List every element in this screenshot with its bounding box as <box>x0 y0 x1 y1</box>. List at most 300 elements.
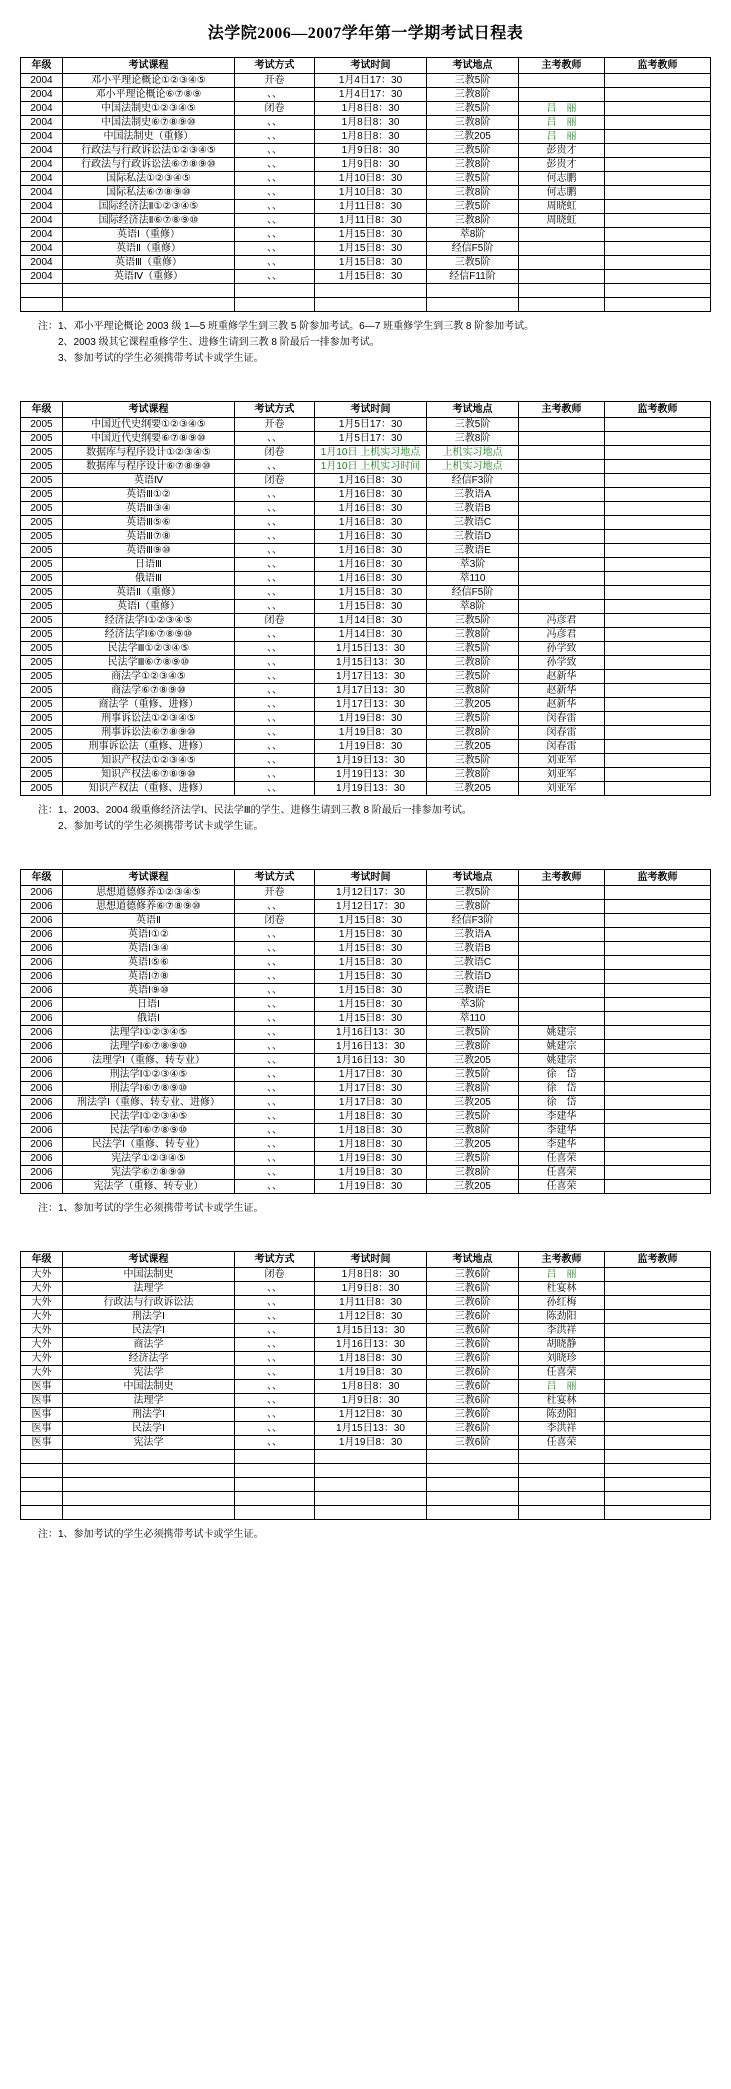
cell-place <box>427 298 519 312</box>
cell-time: 1月18日8：30 <box>315 1110 427 1124</box>
cell-course: 宪法学（重修、转专业） <box>63 1180 235 1194</box>
column-header-2: 考试方式 <box>235 402 315 418</box>
cell-time <box>315 1464 427 1478</box>
cell-time: 1月19日8：30 <box>315 1166 427 1180</box>
cell-main: 任喜荣 <box>519 1180 605 1194</box>
table-row <box>21 488 711 502</box>
cell-main: 周晓虹 <box>519 200 605 214</box>
cell-place: 三教5阶 <box>427 144 519 158</box>
cell-main: 周晓虹 <box>519 214 605 228</box>
cell-sup <box>605 600 711 614</box>
cell-course: 邓小平理论概论①②③④⑤ <box>63 74 235 88</box>
cell-mode: 、、 <box>235 942 315 956</box>
notes-grade-2006 <box>0 1201 731 1217</box>
cell-main <box>519 956 605 970</box>
cell-place: 三教8阶 <box>427 158 519 172</box>
cell-mode: 、、 <box>235 586 315 600</box>
table-row <box>21 1506 711 1520</box>
cell-year: 2005 <box>21 516 63 530</box>
cell-main: 孙学致 <box>519 656 605 670</box>
cell-year <box>21 1492 63 1506</box>
schedule-table-grade-2006 <box>20 869 711 1194</box>
cell-place: 三教语D <box>427 530 519 544</box>
cell-time: 1月16日13：30 <box>315 1040 427 1054</box>
cell-course: 行政法与行政诉讼法①②③④⑤ <box>63 144 235 158</box>
cell-course: 商法学⑥⑦⑧⑨⑩ <box>63 684 235 698</box>
cell-time: 1月16日8：30 <box>315 558 427 572</box>
schedule-sections <box>0 57 731 1543</box>
table-row <box>21 214 711 228</box>
cell-mode: 、、 <box>235 1352 315 1366</box>
cell-main <box>519 900 605 914</box>
table-row <box>21 446 711 460</box>
cell-place: 三教6阶 <box>427 1380 519 1394</box>
cell-sup <box>605 1110 711 1124</box>
cell-course: 中国法制史⑥⑦⑧⑨⑩ <box>63 116 235 130</box>
cell-year: 大外 <box>21 1352 63 1366</box>
cell-main <box>519 516 605 530</box>
cell-mode: 、、 <box>235 726 315 740</box>
cell-mode: 、、 <box>235 642 315 656</box>
cell-place: 三教205 <box>427 740 519 754</box>
cell-sup <box>605 726 711 740</box>
cell-mode <box>235 1478 315 1492</box>
cell-course: 民法学Ⅰ <box>63 1324 235 1338</box>
cell-time: 1月15日8：30 <box>315 914 427 928</box>
cell-year: 2004 <box>21 158 63 172</box>
table-row <box>21 186 711 200</box>
cell-course: 刑法学Ⅰ <box>63 1310 235 1324</box>
note-line: 注：1、参加考试的学生必须携带考试卡或学生证。 <box>38 1203 264 1214</box>
cell-mode: 闭卷 <box>235 102 315 116</box>
cell-time: 1月9日8：30 <box>315 144 427 158</box>
cell-year: 2006 <box>21 970 63 984</box>
table-row <box>21 1394 711 1408</box>
cell-course: 法理学 <box>63 1394 235 1408</box>
table-row <box>21 544 711 558</box>
cell-mode: 、、 <box>235 956 315 970</box>
cell-place: 三教6阶 <box>427 1282 519 1296</box>
cell-time: 1月15日8：30 <box>315 1012 427 1026</box>
cell-mode: 、、 <box>235 516 315 530</box>
cell-mode: 、、 <box>235 1310 315 1324</box>
cell-time <box>315 1492 427 1506</box>
table-row <box>21 886 711 900</box>
cell-mode: 、、 <box>235 1436 315 1450</box>
cell-sup <box>605 74 711 88</box>
cell-main: 任喜荣 <box>519 1366 605 1380</box>
cell-time: 1月10日8：30 <box>315 186 427 200</box>
cell-year: 2005 <box>21 754 63 768</box>
cell-year: 2005 <box>21 712 63 726</box>
section-gap <box>0 851 731 869</box>
page-title: 法学院2006—2007学年第一学期考试日程表 <box>207 25 524 42</box>
cell-sup <box>605 1124 711 1138</box>
cell-year: 2005 <box>21 418 63 432</box>
column-header-0: 年级 <box>21 402 63 418</box>
cell-year: 2004 <box>21 172 63 186</box>
table-row <box>21 928 711 942</box>
cell-main: 吕 丽 <box>519 130 605 144</box>
cell-mode: 、、 <box>235 544 315 558</box>
cell-mode: 、、 <box>235 502 315 516</box>
cell-year: 2005 <box>21 656 63 670</box>
cell-course: 中国近代史纲要⑥⑦⑧⑨⑩ <box>63 432 235 446</box>
cell-place: 三教语B <box>427 502 519 516</box>
cell-place: 三教6阶 <box>427 1324 519 1338</box>
cell-course: 中国近代史纲要①②③④⑤ <box>63 418 235 432</box>
cell-main: 任喜荣 <box>519 1436 605 1450</box>
cell-year: 2006 <box>21 1082 63 1096</box>
cell-place: 三教5阶 <box>427 642 519 656</box>
cell-main: 徐 岱 <box>519 1096 605 1110</box>
cell-mode: 、、 <box>235 1394 315 1408</box>
cell-course <box>63 1478 235 1492</box>
cell-mode: 、、 <box>235 214 315 228</box>
cell-place: 三教8阶 <box>427 1082 519 1096</box>
table-row <box>21 572 711 586</box>
cell-time: 1月19日8：30 <box>315 1152 427 1166</box>
cell-time: 1月5日17：30 <box>315 432 427 446</box>
column-header-6: 监考教师 <box>605 58 711 74</box>
table-row <box>21 1282 711 1296</box>
cell-sup <box>605 460 711 474</box>
cell-course: 英语Ⅱ（重修） <box>63 586 235 600</box>
cell-place: 三教语E <box>427 984 519 998</box>
column-header-2: 考试方式 <box>235 1252 315 1268</box>
cell-time: 1月9日8：30 <box>315 1282 427 1296</box>
table-row <box>21 74 711 88</box>
cell-place: 三教6阶 <box>427 1338 519 1352</box>
cell-course: 英语Ⅱ（重修） <box>63 242 235 256</box>
cell-main <box>519 74 605 88</box>
cell-course: 中国法制史 <box>63 1380 235 1394</box>
cell-main <box>519 432 605 446</box>
column-header-0: 年级 <box>21 58 63 74</box>
cell-course: 俄语Ⅲ <box>63 572 235 586</box>
cell-place <box>427 1506 519 1520</box>
cell-time: 1月14日8：30 <box>315 614 427 628</box>
cell-sup <box>605 914 711 928</box>
cell-mode: 、、 <box>235 1082 315 1096</box>
cell-time: 1月15日8：30 <box>315 586 427 600</box>
cell-main <box>519 886 605 900</box>
cell-mode: 闭卷 <box>235 1268 315 1282</box>
cell-sup <box>605 474 711 488</box>
cell-place: 三教205 <box>427 130 519 144</box>
cell-course: 英语Ⅲ③④ <box>63 502 235 516</box>
cell-year: 2005 <box>21 628 63 642</box>
cell-main <box>519 586 605 600</box>
cell-course: 数据库与程序设计①②③④⑤ <box>63 446 235 460</box>
table-row <box>21 900 711 914</box>
cell-time: 1月15日8：30 <box>315 984 427 998</box>
cell-mode: 、、 <box>235 984 315 998</box>
table-row <box>21 1152 711 1166</box>
cell-course: 行政法与行政诉讼法 <box>63 1296 235 1310</box>
cell-sup <box>605 670 711 684</box>
cell-course: 民法学Ⅰ①②③④⑤ <box>63 1110 235 1124</box>
cell-sup <box>605 768 711 782</box>
cell-time: 1月10日8：30 <box>315 172 427 186</box>
cell-year: 2006 <box>21 900 63 914</box>
cell-year: 2004 <box>21 270 63 284</box>
cell-time: 1月15日13：30 <box>315 1422 427 1436</box>
cell-place: 三教语C <box>427 956 519 970</box>
cell-time: 1月18日8：30 <box>315 1352 427 1366</box>
cell-mode: 、、 <box>235 740 315 754</box>
cell-sup <box>605 614 711 628</box>
cell-mode: 、、 <box>235 572 315 586</box>
cell-mode: 、、 <box>235 1110 315 1124</box>
table-row <box>21 418 711 432</box>
cell-place: 三教5阶 <box>427 886 519 900</box>
cell-main <box>519 1492 605 1506</box>
cell-mode: 、、 <box>235 1324 315 1338</box>
cell-sup <box>605 200 711 214</box>
cell-time: 1月12日17：30 <box>315 900 427 914</box>
cell-sup <box>605 1394 711 1408</box>
cell-main: 姚建宗 <box>519 1040 605 1054</box>
cell-sup <box>605 684 711 698</box>
cell-year: 2005 <box>21 600 63 614</box>
table-row <box>21 256 711 270</box>
cell-course: 英语Ⅰ⑦⑧ <box>63 970 235 984</box>
cell-time <box>315 1450 427 1464</box>
cell-time: 1月12日8：30 <box>315 1310 427 1324</box>
cell-sup <box>605 1338 711 1352</box>
cell-sup <box>605 228 711 242</box>
table-row <box>21 172 711 186</box>
cell-course: 英语Ⅰ⑨⑩ <box>63 984 235 998</box>
cell-place: 三教5阶 <box>427 1026 519 1040</box>
cell-mode: 、、 <box>235 1366 315 1380</box>
table-row <box>21 1296 711 1310</box>
cell-mode: 、、 <box>235 116 315 130</box>
cell-sup <box>605 754 711 768</box>
cell-place: 三教6阶 <box>427 1352 519 1366</box>
cell-sup <box>605 1296 711 1310</box>
cell-place: 三教5阶 <box>427 614 519 628</box>
table-row <box>21 102 711 116</box>
cell-year: 2006 <box>21 886 63 900</box>
cell-year: 2006 <box>21 1054 63 1068</box>
cell-place: 三教8阶 <box>427 656 519 670</box>
cell-time: 1月16日13：30 <box>315 1338 427 1352</box>
cell-main: 任喜荣 <box>519 1152 605 1166</box>
cell-mode: 、、 <box>235 242 315 256</box>
table-row <box>21 998 711 1012</box>
table-row <box>21 1450 711 1464</box>
cell-year: 2005 <box>21 558 63 572</box>
cell-time: 1月9日8：30 <box>315 158 427 172</box>
table-row <box>21 754 711 768</box>
table-row <box>21 726 711 740</box>
cell-year: 2006 <box>21 1138 63 1152</box>
cell-year: 2004 <box>21 228 63 242</box>
cell-sup <box>605 698 711 712</box>
cell-time: 1月17日8：30 <box>315 1082 427 1096</box>
cell-mode <box>235 1464 315 1478</box>
cell-sup <box>605 1166 711 1180</box>
cell-main <box>519 942 605 956</box>
cell-mode: 、、 <box>235 558 315 572</box>
cell-year: 2005 <box>21 474 63 488</box>
cell-place: 三教6阶 <box>427 1310 519 1324</box>
cell-place: 三教6阶 <box>427 1268 519 1282</box>
cell-mode: 闭卷 <box>235 614 315 628</box>
column-header-6: 监考教师 <box>605 870 711 886</box>
cell-mode: 开卷 <box>235 886 315 900</box>
cell-sup <box>605 488 711 502</box>
table-row <box>21 1026 711 1040</box>
cell-year: 大外 <box>21 1310 63 1324</box>
cell-year: 2004 <box>21 88 63 102</box>
table-row <box>21 656 711 670</box>
cell-course: 国际私法⑥⑦⑧⑨⑩ <box>63 186 235 200</box>
cell-course: 刑法学Ⅰ（重修、转专业、进修） <box>63 1096 235 1110</box>
cell-main <box>519 1506 605 1520</box>
cell-course: 知识产权法①②③④⑤ <box>63 754 235 768</box>
cell-main <box>519 928 605 942</box>
table-row <box>21 956 711 970</box>
cell-time: 1月17日8：30 <box>315 1096 427 1110</box>
cell-main <box>519 530 605 544</box>
cell-year: 2005 <box>21 782 63 796</box>
cell-mode: 、、 <box>235 1422 315 1436</box>
cell-main <box>519 228 605 242</box>
cell-place: 经信F3阶 <box>427 914 519 928</box>
notes-grade-2004 <box>0 319 731 367</box>
cell-main: 徐 岱 <box>519 1068 605 1082</box>
cell-year: 2006 <box>21 942 63 956</box>
cell-course: 英语Ⅲ①② <box>63 488 235 502</box>
cell-course: 国际经济法Ⅱ⑥⑦⑧⑨⑩ <box>63 214 235 228</box>
cell-main <box>519 914 605 928</box>
cell-place: 三教语D <box>427 970 519 984</box>
cell-year: 2006 <box>21 1110 63 1124</box>
cell-mode: 、、 <box>235 1282 315 1296</box>
cell-main: 杜宴林 <box>519 1394 605 1408</box>
cell-mode: 、、 <box>235 228 315 242</box>
cell-mode: 、、 <box>235 1124 315 1138</box>
cell-main <box>519 1478 605 1492</box>
cell-sup <box>605 172 711 186</box>
table-row <box>21 600 711 614</box>
cell-course: 数据库与程序设计⑥⑦⑧⑨⑩ <box>63 460 235 474</box>
cell-main <box>519 558 605 572</box>
cell-mode: 、、 <box>235 1180 315 1194</box>
cell-year: 2005 <box>21 432 63 446</box>
cell-sup <box>605 956 711 970</box>
cell-sup <box>605 242 711 256</box>
cell-mode: 开卷 <box>235 418 315 432</box>
cell-time: 1月15日8：30 <box>315 600 427 614</box>
cell-place: 三教6阶 <box>427 1394 519 1408</box>
table-row <box>21 158 711 172</box>
cell-time <box>315 1506 427 1520</box>
cell-course: 英语Ⅲ⑨⑩ <box>63 544 235 558</box>
table-row <box>21 1096 711 1110</box>
column-header-5: 主考教师 <box>519 1252 605 1268</box>
column-header-2: 考试方式 <box>235 58 315 74</box>
cell-time: 1月9日8：30 <box>315 1394 427 1408</box>
note-line: 注：1、2003、2004 级重修经济法学Ⅰ、民法学Ⅲ的学生、进修生请到三教 8 阶最后一排参加考试。 <box>38 805 472 816</box>
cell-mode <box>235 1492 315 1506</box>
cell-main: 刘亚军 <box>519 782 605 796</box>
cell-year: 2004 <box>21 242 63 256</box>
cell-course: 刑事诉讼法（重修、进修） <box>63 740 235 754</box>
column-header-4: 考试地点 <box>427 58 519 74</box>
cell-course: 商法学 <box>63 1338 235 1352</box>
column-header-0: 年级 <box>21 870 63 886</box>
cell-sup <box>605 628 711 642</box>
cell-place: 三教5阶 <box>427 172 519 186</box>
cell-mode: 、、 <box>235 1152 315 1166</box>
column-header-6: 监考教师 <box>605 1252 711 1268</box>
cell-year: 2006 <box>21 1096 63 1110</box>
table-row <box>21 670 711 684</box>
cell-mode: 、、 <box>235 628 315 642</box>
cell-place: 三教5阶 <box>427 200 519 214</box>
cell-course: 中国法制史①②③④⑤ <box>63 102 235 116</box>
cell-mode: 、、 <box>235 1026 315 1040</box>
cell-mode: 、、 <box>235 200 315 214</box>
cell-main <box>519 256 605 270</box>
cell-sup <box>605 1506 711 1520</box>
column-header-4: 考试地点 <box>427 1252 519 1268</box>
cell-year: 2006 <box>21 1166 63 1180</box>
cell-year: 2004 <box>21 102 63 116</box>
cell-main <box>519 998 605 1012</box>
cell-time: 1月17日8：30 <box>315 1068 427 1082</box>
table-row <box>21 502 711 516</box>
cell-course: 英语Ⅰ（重修） <box>63 600 235 614</box>
cell-course: 刑法学Ⅰ①②③④⑤ <box>63 1068 235 1082</box>
cell-sup <box>605 558 711 572</box>
cell-place: 上机实习地点 <box>427 460 519 474</box>
cell-course: 经济法学Ⅰ⑥⑦⑧⑨⑩ <box>63 628 235 642</box>
cell-course: 宪法学 <box>63 1436 235 1450</box>
table-row <box>21 530 711 544</box>
cell-main <box>519 446 605 460</box>
cell-sup <box>605 928 711 942</box>
note-line: 注：1、邓小平理论概论 2003 级 1—5 班重修学生到三教 5 阶参加考试。6—7 班重修学生到三教 8 阶参加考试。 <box>38 321 535 332</box>
cell-mode: 、、 <box>235 488 315 502</box>
cell-mode <box>235 298 315 312</box>
cell-sup <box>605 782 711 796</box>
cell-mode: 闭卷 <box>235 914 315 928</box>
table-row <box>21 1352 711 1366</box>
cell-mode: 闭卷 <box>235 446 315 460</box>
cell-mode: 、、 <box>235 928 315 942</box>
cell-course: 日语Ⅰ <box>63 998 235 1012</box>
column-header-0: 年级 <box>21 1252 63 1268</box>
cell-main: 彭贵才 <box>519 158 605 172</box>
cell-main: 吕 丽 <box>519 1268 605 1282</box>
cell-year: 医事 <box>21 1380 63 1394</box>
cell-course <box>63 1506 235 1520</box>
cell-course: 民法学Ⅲ⑥⑦⑧⑨⑩ <box>63 656 235 670</box>
cell-course: 英语Ⅰ（重修） <box>63 228 235 242</box>
note-line: 3、参加考试的学生必须携带考试卡或学生证。 <box>38 353 264 364</box>
table-row <box>21 984 711 998</box>
cell-place: 三教6阶 <box>427 1408 519 1422</box>
table-row <box>21 130 711 144</box>
table-row <box>21 684 711 698</box>
cell-main <box>519 88 605 102</box>
cell-main: 冯彦君 <box>519 628 605 642</box>
